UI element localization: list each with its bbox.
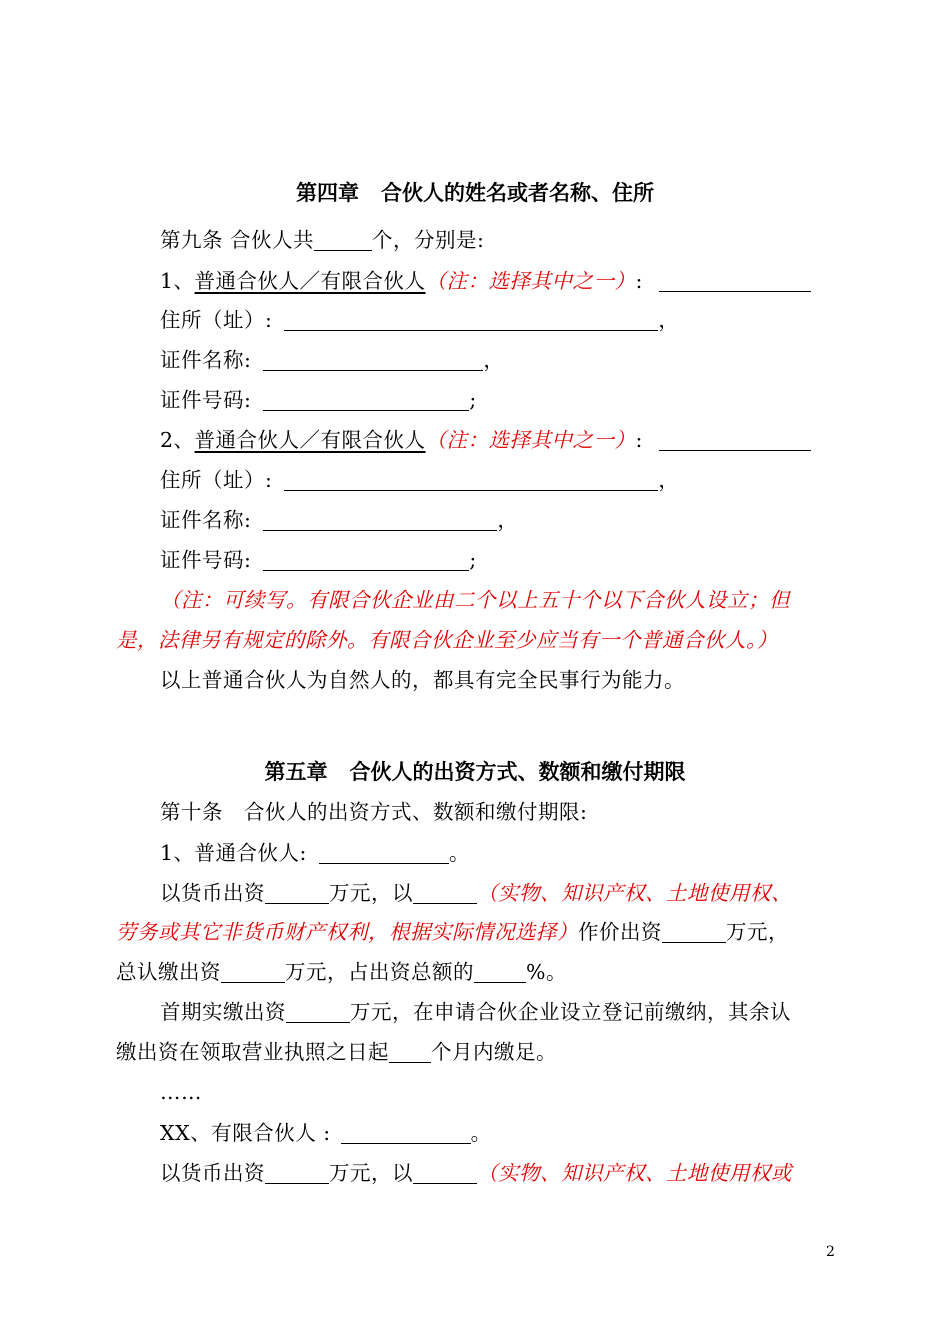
partner2-id-no: 证件号码: ;: [116, 540, 840, 580]
gp-noncash-line: 劳务或其它非货币财产权利，根据实际情况选择）作价出资 万元，: [116, 912, 840, 952]
partner2-address-blank[interactable]: [284, 464, 658, 491]
page-number: 2: [826, 1244, 835, 1260]
partner1-line: 1、普通合伙人／有限合伙人（注：选择其中之一）:: [116, 261, 840, 301]
months-blank[interactable]: [389, 1036, 431, 1063]
gp-percent-blank[interactable]: [474, 956, 526, 983]
partner1-id-no-blank[interactable]: [263, 384, 469, 411]
partner1-id-name-blank[interactable]: [263, 344, 483, 371]
gp-contribution: 1、普通合伙人: 。: [116, 833, 840, 873]
gp-cash-line: 以货币出资 万元，以 （实物、知识产权、土地使用权、: [116, 873, 840, 913]
first-payment-line-2: 缴出资在领取营业执照之日起 个月内缴足。: [116, 1032, 840, 1072]
note-line-1: （注：可续写。有限合伙企业由二个以上五十个以下合伙人设立；但: [160, 588, 790, 612]
gp-name-blank[interactable]: [319, 837, 449, 864]
partner2-id-no-blank[interactable]: [263, 544, 469, 571]
lp-contribution: XX、有限合伙人 : 。: [116, 1113, 840, 1153]
lp-cash-amount-blank[interactable]: [265, 1157, 329, 1184]
lp-noncash-type-blank[interactable]: [413, 1157, 477, 1184]
first-payment-blank[interactable]: [286, 996, 350, 1023]
gp-total-line: 总认缴出资 万元，占出资总额的 %。: [116, 952, 840, 992]
lp-name-blank[interactable]: [341, 1117, 471, 1144]
article9: 第九条 合伙人共 个，分别是:: [116, 220, 840, 260]
note-line-2: 是，法律另有规定的除外。有限合伙企业至少应当有一个普通合伙人。）: [116, 628, 778, 652]
gp-total-amount-blank[interactable]: [221, 956, 285, 983]
partner1-id-no: 证件号码: ;: [116, 380, 840, 420]
partner2-id-name: 证件名称: ，: [116, 500, 840, 540]
gp-noncash-type-blank[interactable]: [413, 877, 477, 904]
chapter4-heading: 第四章 合伙人的姓名或者名称、住所: [296, 181, 654, 205]
partner2-id-name-blank[interactable]: [263, 504, 497, 531]
partner2-address: 住所（址）: ，: [116, 460, 840, 500]
gp-cash-amount-blank[interactable]: [265, 877, 329, 904]
capacity-statement: 以上普通合伙人为自然人的，都具有完全民事行为能力。: [160, 668, 685, 692]
chapter5-heading: 第五章 合伙人的出资方式、数额和缴付期限: [264, 760, 686, 784]
partner2-name-blank[interactable]: [659, 424, 811, 451]
article10: 第十条 合伙人的出资方式、数额和缴付期限:: [160, 800, 588, 824]
partner1-address: 住所（址）: ，: [116, 300, 840, 340]
first-payment-line: 首期实缴出资 万元，在申请合伙企业设立登记前缴纳，其余认: [116, 992, 840, 1032]
partner1-id-name: 证件名称: ，: [116, 340, 840, 380]
partner2-line: 2、普通合伙人／有限合伙人（注：选择其中之一）:: [116, 420, 840, 460]
ellipsis: ……: [160, 1080, 202, 1104]
partner1-name-blank[interactable]: [659, 265, 811, 292]
lp-cash-line: 以货币出资 万元，以 （实物、知识产权、土地使用权或: [116, 1153, 840, 1193]
gp-valued-amount-blank[interactable]: [662, 916, 726, 943]
partner-count-blank[interactable]: [314, 224, 372, 251]
partner1-address-blank[interactable]: [284, 304, 658, 331]
